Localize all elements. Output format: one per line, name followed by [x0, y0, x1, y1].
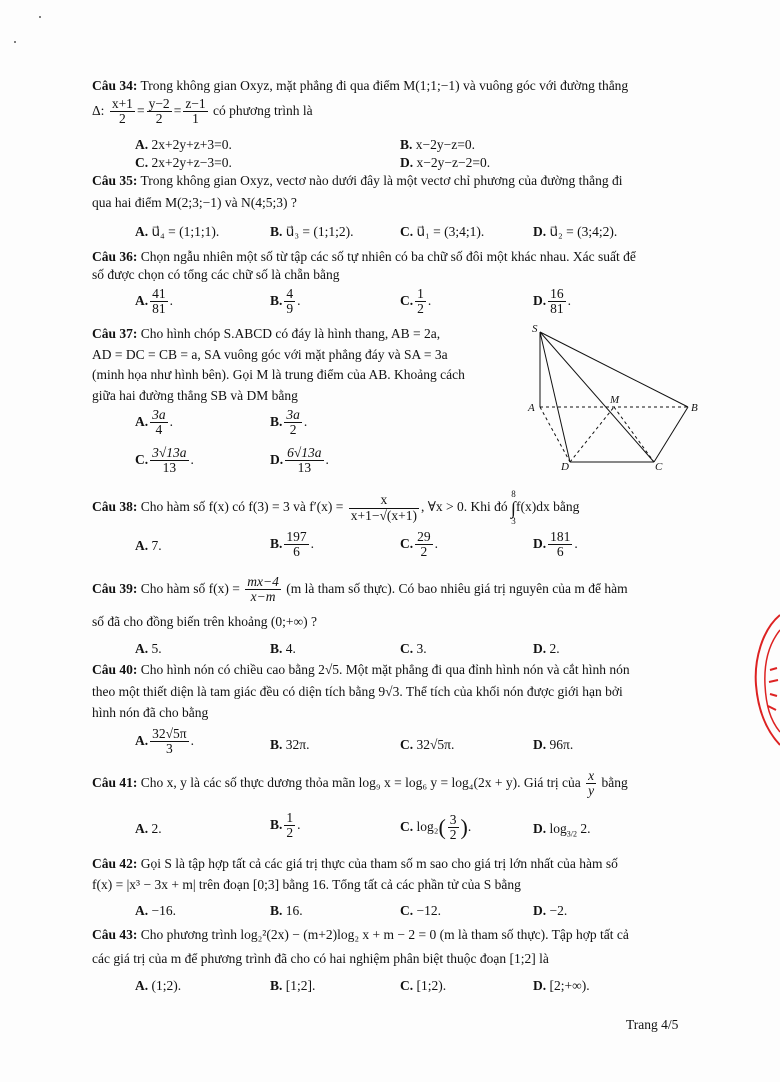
option-A[interactable]: A. u⃗₄ = (1;1;1).: [135, 224, 220, 239]
option-B[interactable]: B. 32π.: [270, 737, 310, 752]
option-A[interactable]: A. $\frac{32√5\pi}{3}$ .: [135, 726, 194, 757]
pyramid-figure: [520, 322, 710, 472]
question-text: (m là tham số thực). Có bao nhiêu giá trị nguyên của m để hàm: [286, 580, 628, 596]
label-S: S: [532, 323, 538, 335]
question-text: hình nón đã cho bằng: [92, 705, 209, 720]
question-38: Câu 38: Cho hàm số f(x) có f(3) = 3 và f′(x) = $\frac{x}{x+1-√(x+1)}$ , ∀x > 0. Khi đó 8 ∫ 3 f(x)dx bằng: [92, 489, 580, 526]
question-text: số được chọn có tổng các chữ số là chẵn bằng: [92, 267, 340, 282]
question-text: có phương trình là: [213, 102, 313, 118]
question-text: Gọi S là tập hợp tất cả các giá trị thực của tham số m sao cho giá trị lớn nhất của hàm số: [140, 856, 618, 871]
label-D: D: [561, 461, 569, 472]
fraction: $\frac{x}{x+1-√(x+1)}$: [350, 492, 418, 523]
option-A[interactable]: A. 2x+2y+z+3=0.: [135, 137, 232, 152]
label-M: M: [610, 394, 620, 406]
question-label: Câu 37:: [92, 326, 138, 341]
question-label: Câu 42:: [92, 856, 138, 871]
option-B[interactable]: B. x−2y−z=0.: [400, 137, 475, 152]
option-A[interactable]: A. $\frac{41}{81}$ .: [135, 286, 173, 317]
question-label: Câu 35:: [92, 173, 138, 188]
option-D[interactable]: D. u⃗₂ = (3;4;2).: [533, 224, 618, 239]
option-D[interactable]: D. −2.: [533, 903, 568, 918]
option-D[interactable]: D. 2.: [533, 641, 560, 656]
label-C: C: [655, 461, 663, 472]
option-A[interactable]: A. (1;2).: [135, 978, 182, 993]
question-text: Cho hàm số f(x) =: [140, 580, 240, 596]
question-40: [92, 662, 630, 678]
option-A[interactable]: A. 2.: [135, 821, 162, 836]
question-34: [92, 78, 628, 94]
page-number: Trang 4/5: [626, 1017, 679, 1032]
option-D[interactable]: D. 96π.: [533, 737, 574, 752]
option-C[interactable]: C. $\frac{29}{2}$ .: [400, 529, 438, 560]
option-C[interactable]: C. log₂( $\frac{3}{2}$ ).: [400, 812, 472, 843]
question-label: Câu 40:: [92, 662, 138, 677]
option-C[interactable]: C. −12.: [400, 903, 441, 918]
question-text: các giá trị của m để phương trình đã cho có hai nghiệm phân biệt thuộc đoạn [1;2] là: [92, 951, 549, 966]
question-43: [92, 927, 629, 943]
question-text: , ∀x > 0. Khi đó: [421, 499, 508, 515]
scan-dot: [39, 16, 41, 18]
fraction: $\frac{x+1}{2}$: [111, 96, 133, 127]
option-B[interactable]: B. $\frac{197}{6}$ .: [270, 529, 315, 560]
edge-DM: [570, 407, 614, 462]
question-35: [92, 173, 622, 189]
question-39: [92, 575, 628, 604]
question-text: (minh họa như hình bên). Gọi M là trung điểm của AB. Khoảng cách: [92, 367, 465, 382]
edge-SD: [540, 332, 570, 462]
question-text: số đã cho đồng biến trên khoảng (0;+∞) ?: [92, 614, 317, 629]
option-D[interactable]: D. $\log_{3/2} 2$.: [533, 821, 591, 839]
fraction: $\frac{z-1}{1}$: [185, 96, 206, 127]
option-C[interactable]: C. $\frac{1}{2}$ .: [400, 286, 432, 317]
red-stamp: [752, 610, 780, 750]
question-text: qua hai điểm M(2;3;−1) và N(4;5;3) ?: [92, 195, 297, 210]
option-D[interactable]: D. $\frac{181}{6}$ .: [533, 529, 578, 560]
question-text: Cho hình nón có chiều cao bằng 2√5. Một mặt phẳng đi qua đỉnh hình nón và cắt hình nón: [140, 662, 630, 677]
option-A[interactable]: A. $\frac{3a}{4}$ .: [135, 407, 173, 438]
fraction: $\frac{mx-4}{x-m}$: [247, 574, 279, 605]
question-text: Trong không gian Oxyz, mặt phẳng đi qua điểm M(1;1;−1) và vuông góc với đường thẳng: [140, 78, 629, 93]
question-text: AD = DC = CB = a, SA vuông góc với mặt phẳng đáy và SA = 3a: [92, 347, 448, 362]
integral-sign: 8 ∫ 3: [511, 489, 516, 526]
edge-CB: [654, 407, 688, 462]
option-A[interactable]: A. 5.: [135, 641, 162, 656]
option-D[interactable]: D. $\frac{16}{81}$ .: [533, 286, 571, 317]
question-36: [92, 249, 636, 265]
option-D[interactable]: D. $\frac{6√13a}{13}$ .: [270, 445, 329, 476]
option-B[interactable]: B. u⃗₃ = (1;1;2).: [270, 224, 354, 239]
question-label: Câu 43:: [92, 927, 138, 942]
question-text: theo một thiết diện là tam giác đều có diện tích bằng 9√3. Thể tích của khối nón được giới hạn bởi: [92, 684, 623, 699]
question-text: Cho hình chóp S.ABCD có đáy là hình thang, AB = 2a,: [140, 326, 441, 341]
option-C[interactable]: C. 2x+2y+z−3=0.: [135, 155, 232, 170]
question-text: bằng: [601, 774, 628, 790]
option-B[interactable]: B. [1;2].: [270, 978, 316, 993]
option-A[interactable]: A. 7.: [135, 538, 162, 553]
question-text: Chọn ngẫu nhiên một số từ tập các số tự nhiên có ba chữ số đôi một khác nhau. Xác suất để: [140, 249, 636, 264]
option-C[interactable]: C. [1;2).: [400, 978, 447, 993]
question-text: Cho phương trình log₂²(2x) − (m+2)log₂ x + m − 2 = 0 (m là tham số thực). Tập hợp tất cả: [140, 927, 629, 942]
q34-line-formula: Δ: $\frac{x+1}{2}$ = $\frac{y-2}{2}$ = $\frac{z-1}{1}$ có phương trình là: [92, 96, 313, 127]
question-41: [92, 769, 628, 798]
question-42: [92, 856, 618, 872]
edge-MC: [614, 407, 654, 462]
question-37: [92, 326, 440, 342]
delta-symbol: Δ:: [92, 102, 105, 118]
question-text: f(x) = |x³ − 3x + m| trên đoạn [0;3] bằng 16. Tổng tất cả các phần tử của S bằng: [92, 877, 521, 892]
question-label: Câu 38:: [92, 499, 138, 515]
option-A[interactable]: A. −16.: [135, 903, 176, 918]
edge-SC: [540, 332, 654, 462]
question-label: Câu 39:: [92, 580, 138, 596]
question-label: Câu 36:: [92, 249, 138, 264]
question-text: Cho x, y là các số thực dương thỏa mãn log₉ x = log₆ y = log₄(2x + y). Giá trị của: [140, 774, 581, 790]
question-label: Câu 41:: [92, 774, 138, 790]
option-B[interactable]: B. 4.: [270, 641, 296, 656]
fraction: $\frac{x}{y}$: [588, 768, 595, 799]
option-B[interactable]: B. $\frac{1}{2}$ .: [270, 810, 301, 841]
edge-AD: [540, 407, 570, 462]
label-A: A: [528, 402, 535, 414]
option-C[interactable]: C. 32√5π.: [400, 737, 455, 752]
question-text: Trong không gian Oxyz, vectơ nào dưới đây là một vectơ chỉ phương của đường thẳng đi: [140, 173, 623, 188]
question-text: giữa hai đường thẳng SB và DM bằng: [92, 388, 298, 403]
option-C[interactable]: C. 3.: [400, 641, 427, 656]
option-D[interactable]: D. x−2y−z−2=0.: [400, 155, 491, 170]
option-C[interactable]: C. $\frac{3√13a}{13}$ .: [135, 445, 194, 476]
scan-dot: [14, 41, 16, 43]
label-B: B: [691, 402, 698, 414]
option-C[interactable]: C. u⃗₁ = (3;4;1).: [400, 224, 485, 239]
question-label: Câu 34:: [92, 78, 138, 93]
option-B[interactable]: B. 16.: [270, 903, 303, 918]
option-B[interactable]: B. $\frac{4}{9}$ .: [270, 286, 301, 317]
option-D[interactable]: D. [2;+∞).: [533, 978, 590, 993]
option-B[interactable]: B. $\frac{3a}{2}$ .: [270, 407, 308, 438]
question-text: Cho hàm số f(x) có f(3) = 3 và f′(x) =: [140, 499, 344, 515]
fraction: $\frac{y-2}{2}$: [148, 96, 170, 127]
